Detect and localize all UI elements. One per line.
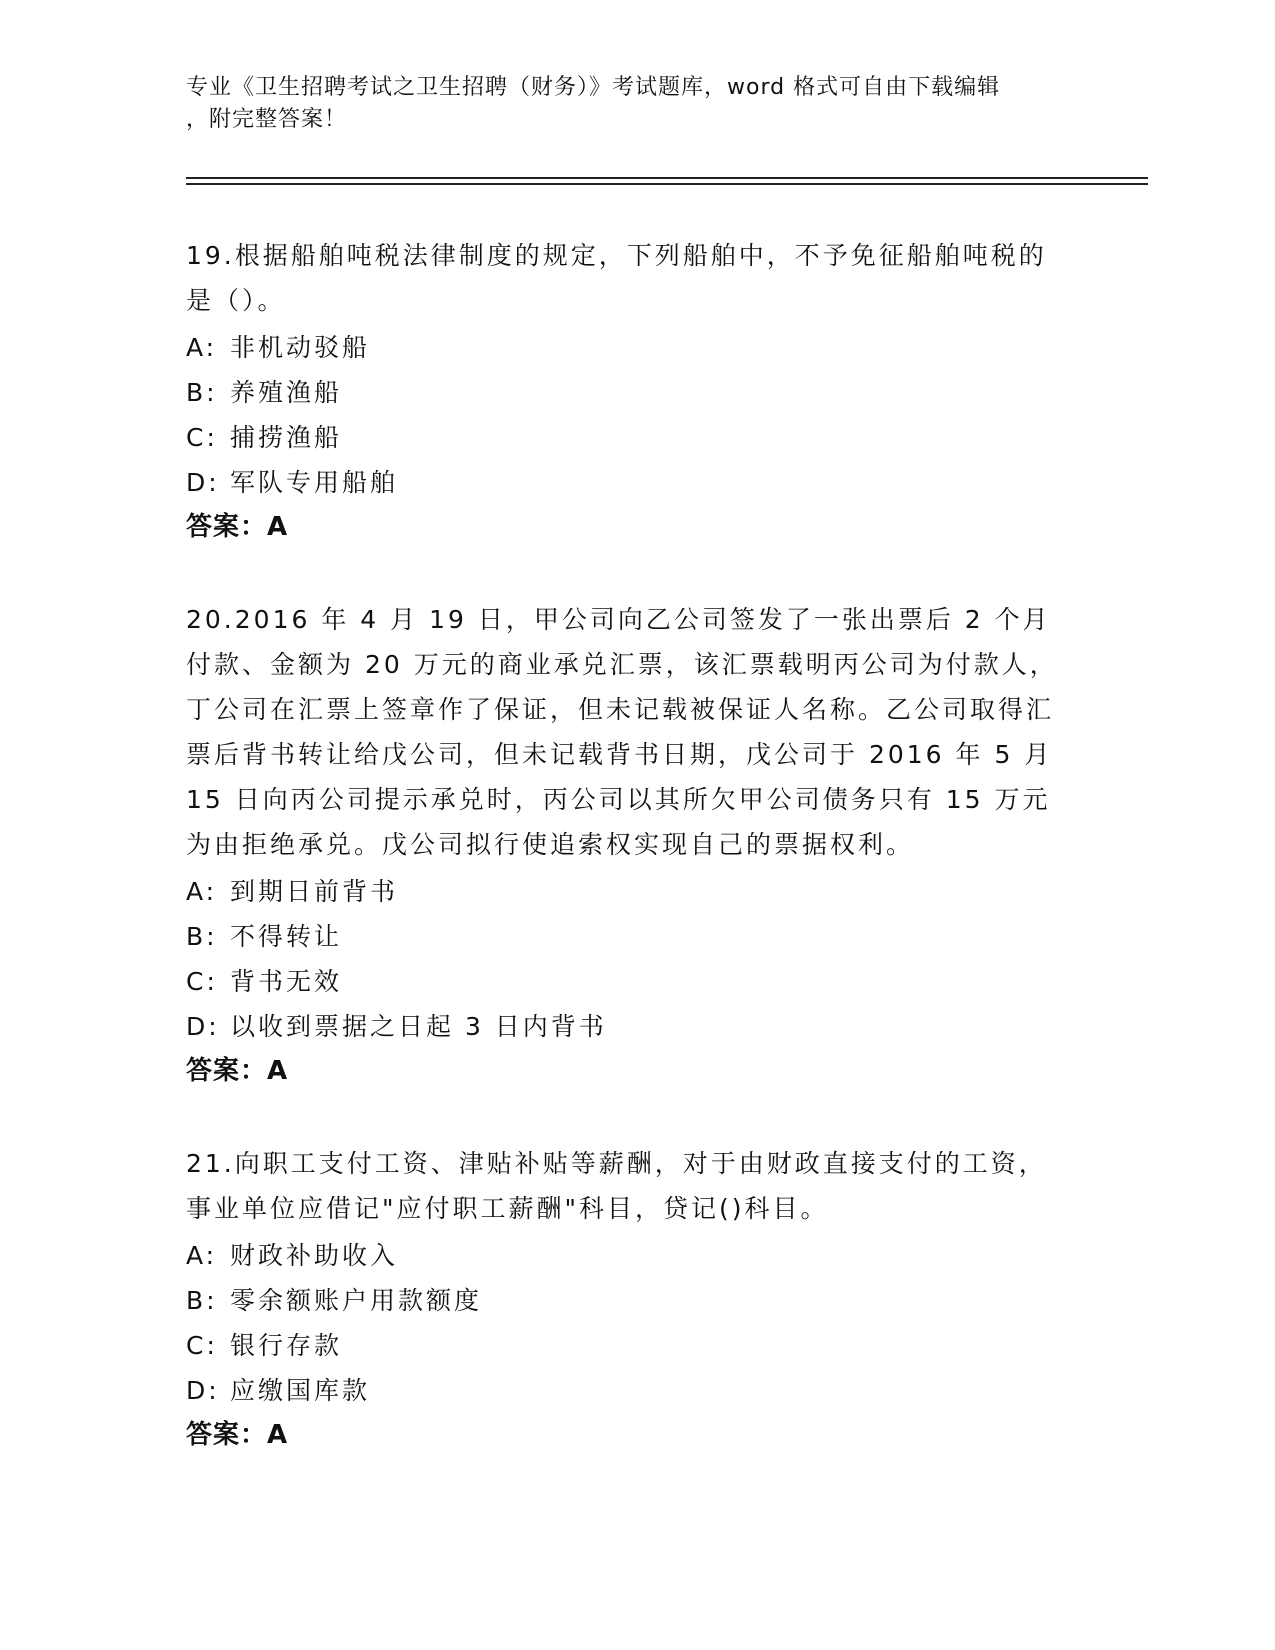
question-stem: 19.根据船舶吨税法律制度的规定，下列船舶中，不予免征船舶吨税的是（）。 bbox=[186, 241, 1047, 315]
option-key: D: bbox=[186, 1376, 220, 1405]
document-header: 专业《卫生招聘考试之卫生招聘（财务）》考试题库，word 格式可自由下载编辑 ，附完整答案！ bbox=[186, 75, 1001, 132]
option-text: 养殖渔船 bbox=[230, 378, 343, 407]
answer-label: 答案：A bbox=[186, 1056, 289, 1086]
option-text: 以收到票据之日起 3 日内背书 bbox=[230, 1012, 607, 1041]
option-text: 军队专用船舶 bbox=[230, 468, 399, 497]
option-key: C: bbox=[186, 423, 218, 452]
option-b bbox=[186, 370, 1066, 415]
option-c bbox=[186, 1323, 1066, 1368]
option-text: 零余额账户用款额度 bbox=[230, 1286, 483, 1315]
option-b bbox=[186, 1278, 1066, 1323]
option-key: A: bbox=[186, 333, 218, 362]
option-key: A: bbox=[186, 877, 218, 906]
option-a bbox=[186, 1233, 1066, 1278]
option-key: C: bbox=[186, 967, 218, 996]
question-stem: 21.向职工支付工资、津贴补贴等薪酬，对于由财政直接支付的工资，事业单位应借记"应付职工薪酬"科目，贷记()科目。 bbox=[186, 1149, 1047, 1223]
option-a bbox=[186, 869, 1066, 914]
question-21 bbox=[186, 1141, 1066, 1458]
option-c bbox=[186, 415, 1066, 460]
option-text: 不得转让 bbox=[230, 922, 343, 951]
option-text: 到期日前背书 bbox=[230, 877, 399, 906]
option-key: D: bbox=[186, 468, 220, 497]
option-a bbox=[186, 325, 1066, 370]
option-text: 财政补助收入 bbox=[230, 1241, 399, 1270]
option-key: C: bbox=[186, 1331, 218, 1360]
option-d bbox=[186, 460, 1066, 505]
option-key: B: bbox=[186, 378, 218, 407]
option-text: 银行存款 bbox=[230, 1331, 343, 1360]
option-key: A: bbox=[186, 1241, 218, 1270]
header-divider-top bbox=[186, 177, 1148, 179]
answer-label: 答案：A bbox=[186, 1420, 289, 1450]
question-stem: 20.2016 年 4 月 19 日，甲公司向乙公司签发了一张出票后 2 个月付款、金额为 20 万元的商业承兑汇票，该汇票载明丙公司为付款人，丁公司在汇票上签章作了保证，但未记载被保证人名称。乙公司取得汇票后背书转让给戊公司，但未记载背书日期，戊公司于 2016 年 5 月 15 日向丙公司提示承兑时，丙公司以其所欠甲公司债务只有 15 万元为由拒绝承兑。戊公司拟行使追索权实现自己的票据权利。 bbox=[186, 605, 1064, 859]
option-b bbox=[186, 914, 1066, 959]
option-text: 应缴国库款 bbox=[230, 1376, 371, 1405]
question-19 bbox=[186, 233, 1066, 550]
header-divider-bottom bbox=[186, 183, 1148, 185]
option-key: B: bbox=[186, 1286, 218, 1315]
option-key: D: bbox=[186, 1012, 220, 1041]
option-c bbox=[186, 959, 1066, 1004]
option-d bbox=[186, 1368, 1066, 1413]
option-text: 非机动驳船 bbox=[230, 333, 371, 362]
option-text: 背书无效 bbox=[230, 967, 343, 996]
option-d bbox=[186, 1004, 1066, 1049]
answer-label: 答案：A bbox=[186, 512, 289, 542]
question-20 bbox=[186, 597, 1066, 1094]
option-key: B: bbox=[186, 922, 218, 951]
option-text: 捕捞渔船 bbox=[230, 423, 343, 452]
